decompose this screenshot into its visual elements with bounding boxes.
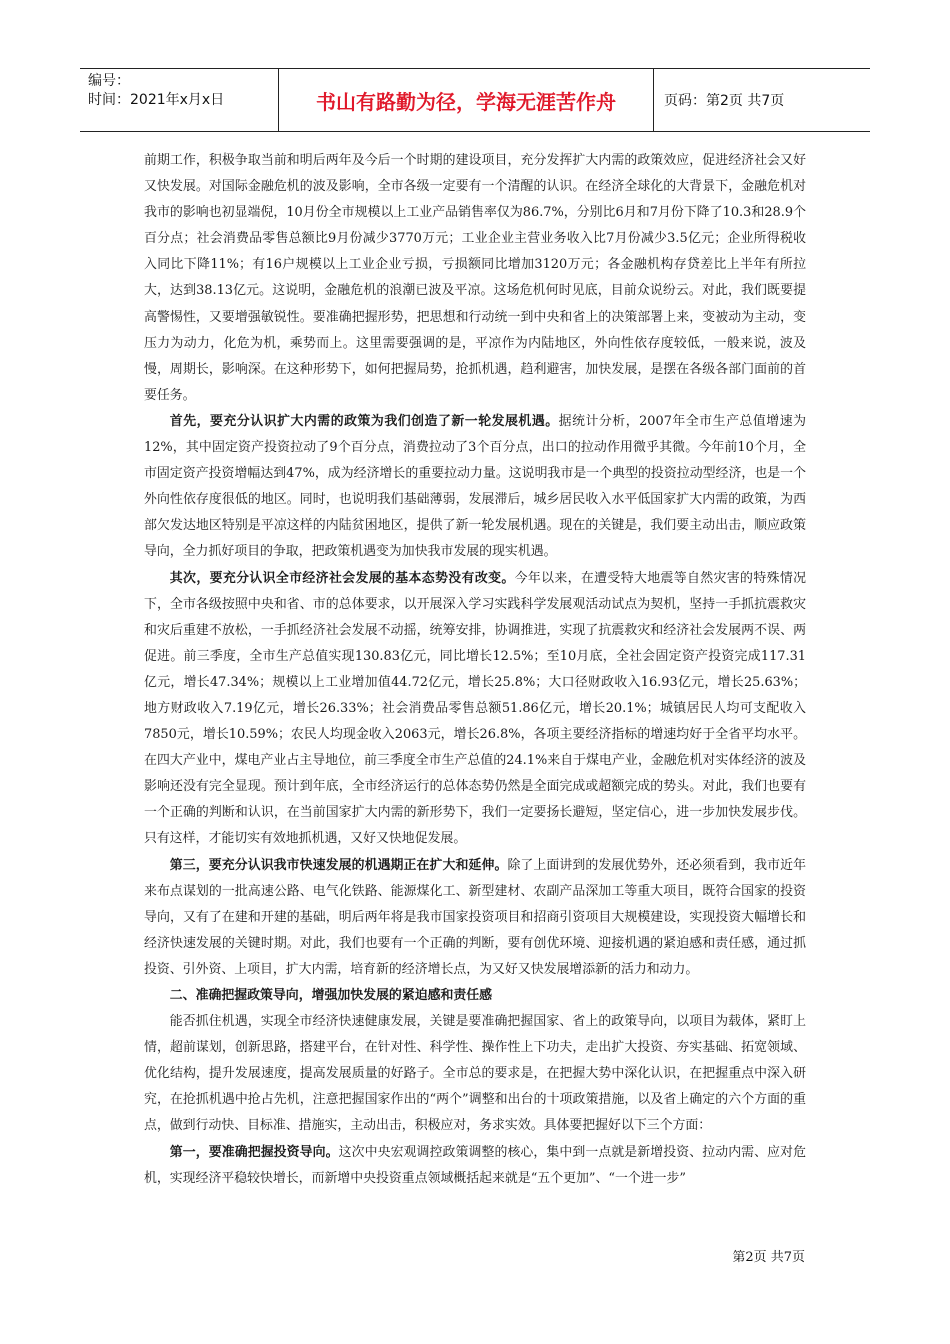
paragraph-body: 能否抓住机遇，实现全市经济快速健康发展，关键是要准确把握国家、省上的政策导向，以项目为载体，紧盯上情，超前谋划，创新思路，搭建平台，在针对性、科学性、操作性上下功夫，走出扩大投资、夯实基础、拓宽领域、优化结构，提升发展速度，提高发展质量的好路子。全市总的要求是，在把握大势中深化认识，在把握重点中深入研究，在抢抓机遇中抢占先机，注意把握国家作出的“两个”调整和出台的十项政策措施，以及省上确定的六个方面的重点，做到行动快、目标准、措施实，主动出击，积极应对，务求实效。具体要把握好以下三个方面： — [144, 1014, 806, 1134]
document-body — [144, 148, 806, 1192]
paragraph-requirements — [144, 1009, 806, 1139]
page-footer-number: 第2页 共7页 — [732, 1250, 805, 1265]
document-date-label: 时间：2021年x月x日 — [88, 92, 225, 108]
paragraph-intro — [144, 148, 806, 409]
header-meta — [80, 69, 278, 131]
paragraph-lead: 第三，要充分认识我市快速发展的机遇期正在扩大和延伸。 — [169, 857, 508, 873]
paragraph-body: 这次中央宏观调控政策调整的核心，集中到一点就是新增投资、拉动内需、应对危机，实现经济平稳较快增长，而新增中央投资重点领域概括起来就是“五个更加”、“一个进一步” — [144, 1144, 807, 1186]
paragraph-lead: 首先，要充分认识扩大内需的政策为我们创造了新一轮发展机遇。 — [169, 413, 559, 429]
section-heading: 二、准确把握政策导向，增强加快发展的紧迫感和责任感 — [169, 988, 493, 1003]
paragraph-body: 今年以来，在遭受特大地震等自然灾害的特殊情况下，全市各级按照中央和省、市的总体要求，以开展深入学习实践科学发展观活动试点为契机，坚持一手抓抗震救灾和灾后重建不放松，一手抓经济社会发展不动摇，统筹安排，协调推进，实现了抗震救灾和经济社会发展两不误、两促进。前三季度，全市生产总值实现130.83亿元，同比增长12.5%；至10月底，全社会固定资产投资完成117.31亿元，增长47.34%；规模以上工业增加值44.72亿元，增长25.8%；大口径财政收入16.93亿元，增长25.63%；地方财政收入7.19亿元，增长26.33%；社会消费品零售总额51.86亿元，增长20.1%；城镇居民人均可支配收入7850元，增长10.59%；农民人均现金收入2063元，增长26.8%，各项主要经济指标的增速均好于全省平均水平。在四大产业中，煤电产业占主导地位，前三季度全市生产总值的24.1%来自于煤电产业，金融危机对实体经济的波及影响还没有完全显现。预计到年底，全市经济运行的总体态势仍然是全面完成或超额完成的势头。对此，我们也要有一个正确的判断和认识，在当前国家扩大内需的新形势下，我们一定要扬长避短，坚定信心，进一步加快发展步伐。只有这样，才能切实有效地抓机遇，又好又快地促发展。 — [144, 570, 807, 847]
paragraph-body: 前期工作，积极争取当前和明后两年及今后一个时期的建设项目，充分发挥扩大内需的政策效应，促进经济社会又好又快发展。对国际金融危机的波及影响，全市各级一定要有一个清醒的认识。在经济全球化的大背景下，金融危机对我市的影响也初显端倪，10月份全市规模以上工业产品销售率仅为86.7%，分别比6月和7月份下降了10.3和28.9个百分点；社会消费品零售总额比9月份减少3770万元；工业企业主营业务收入比7月份减少3.5亿元；企业所得税收入同比下降11%；有16户规模以上工业企业亏损，亏损额同比增加3120万元；各金融机构存贷差比上半年有所拉大，达到38.13亿元。这说明，金融危机的浪潮已波及平凉。这场危机何时见底，目前众说纷云。对此，我们既要提高警惕性，又要增强敏锐性。要准确把握形势，把思想和行动统一到中央和省上的决策部署上来，变被动为主动，变压力为动力，化危为机，乘势而上。这里需要强调的是，平凉作为内陆地区，外向性依存度较低，一般来说，波及慢，周期长，影响深。在这种形势下，如何把握局势，抢抓机遇，趋利避害，加快发展，是摆在各级各部门面前的首要任务。 — [144, 153, 806, 403]
paragraph-second — [144, 566, 806, 853]
paragraph-first — [144, 409, 806, 566]
document-number-label: 编号： — [88, 73, 130, 89]
header-motto: 书山有路勤为径，学海无涯苦作舟 — [278, 69, 654, 131]
header-page-number: 页码：第2页 共7页 — [664, 93, 785, 109]
page-header — [80, 68, 870, 132]
paragraph-body: 据统计分析，2007年全市生产总值增速为12%，其中固定资产投资拉动了9个百分点，消费拉动了3个百分点，出口的拉动作用微乎其微。今年前10个月，全市固定资产投资增幅达到47%，成为经济增长的重要拉动力量。这说明我市是一个典型的投资拉动型经济，也是一个外向性依存度很低的地区。同时，也说明我们基础薄弱，发展滞后，城乡居民收入水平低国家扩大内需的政策，为西部欠发达地区特别是平凉这样的内陆贫困地区，提供了新一轮发展机遇。现在的关键是，我们要主动出击，顺应政策导向，全力抓好项目的争取，把政策机遇变为加快我市发展的现实机遇。 — [144, 413, 807, 560]
paragraph-body: 除了上面讲到的发展优势外，还必须看到，我市近年来布点谋划的一批高速公路、电气化铁路、能源煤化工、新型建材、农副产品深加工等重大项目，既符合国家的投资导向，又有了在建和开建的基础，明后两年将是我市国家投资项目和招商引资项目大规模建设，实现投资大幅增长和经济快速发展的关键时期。对此，我们也要有一个正确的判断，要有创优环境、迎接机遇的紧迫感和责任感，通过抓投资、引外资、上项目，扩大内需，培育新的经济增长点，为又好又快发展增添新的活力和动力。 — [144, 857, 807, 977]
paragraph-lead: 其次，要充分认识全市经济社会发展的基本态势没有改变。 — [169, 570, 515, 586]
paragraph-third — [144, 853, 806, 983]
paragraph-investment — [144, 1140, 806, 1192]
paragraph-lead: 第一，要准确把握投资导向。 — [169, 1144, 339, 1160]
